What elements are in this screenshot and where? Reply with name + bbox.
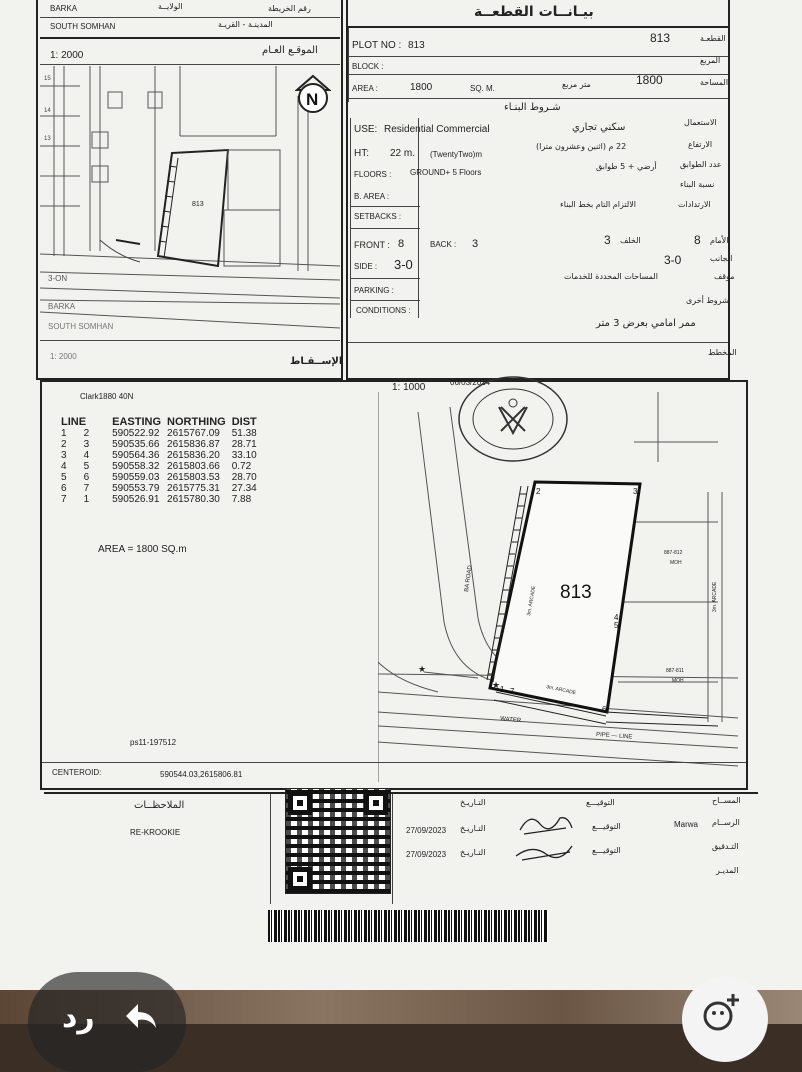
back-button[interactable] [28,972,186,1072]
block-ar-label: المربع [700,56,721,65]
side-ar-label: الجانب [710,254,733,263]
date-label-1: التـاريـخ [460,824,486,833]
signature-label-2: التوقيـــع [592,846,621,855]
back-ar-label: الخلف [620,236,641,245]
date-header: التـاريـخ [460,798,486,807]
plot-no-label: PLOT NO : [352,40,402,51]
signature-1 [516,808,576,838]
date-2: 27/09/2023 [406,850,447,859]
height-ar-value: 22 م (اثنين وعشرون مترا) [536,142,627,151]
moh-num-1: 887-812 [664,550,683,556]
other-conditions-ar-label: شروط أخرى [686,296,729,305]
height-label: HT: [354,148,369,159]
front-value: 8 [398,238,405,250]
back-value: 3 [472,238,479,250]
area-label: AREA : [352,84,378,93]
table-row: 5 6 590559.03 2615803.53 28.70 [61,472,257,483]
height-words: (TwentyTwo)m [430,150,483,159]
north-arrow-icon [295,74,331,114]
area-total: AREA = 1800 SQ.m [98,544,187,555]
coordinates-table [58,416,260,505]
surveyor-label: المســاح [712,796,741,805]
general-location-label: الموقـع العـام [262,45,318,56]
col-line: LINE [61,416,87,428]
general-scale: 1: 2000 [50,50,84,61]
area-value: 1800 [410,82,433,93]
notes-value: RE-KROOKIE [130,828,181,837]
setbacks-label: SETBACKS : [354,212,402,221]
add-sticker-button[interactable] [682,976,768,1062]
block-label: BLOCK : [352,62,384,71]
parking-ar-label: موقف [714,272,735,281]
back-ar-value: 3 [604,233,611,247]
svg-text:14: 14 [44,108,51,114]
wilaya-label: الولايــة [158,2,183,11]
setbacks-ar-value: الالتزام التام بخط البناء [560,200,636,209]
col-easting: EASTING [112,416,162,428]
director-label: المديـر [716,866,739,875]
floors-label: FLOORS : [354,170,392,179]
side-label: SIDE : [354,262,378,271]
reply-arrow-icon [124,1002,158,1030]
side-ar-value: 3-0 [664,253,682,267]
col-dist: DIST [231,416,257,428]
pipeline-label: PIPE — LINE [595,732,633,741]
road-label-3: SOUTH SOMHAN [48,322,114,331]
draftsman-label: الرســام [712,818,740,827]
parking-ar-value: المساحات المحددة للخدمات [564,272,658,281]
corner-7: 7 [510,687,515,696]
floors-value: GROUND+ 5 Floors [410,168,482,177]
table-row: 4 5 590558.32 2615803.66 0.72 [61,461,252,472]
wilaya-value: BARKA [50,4,78,13]
add-sticker-icon [702,992,742,1032]
plot-data-title: بيـانــات القطعــة [474,4,594,20]
table-row: 7 1 590526.91 2615780.30 7.88 [61,494,252,505]
setbacks-ar-label: الارتدادات [678,200,711,209]
water-label: WATER [499,716,522,725]
arcade-label-bottom: 3m. ARCADE [545,684,577,697]
height-ar-label: الارتفاع [688,140,713,149]
table-row: 2 3 590535.66 2615836.87 28.71 [61,439,257,450]
road-label: BA ROAD [464,565,474,593]
table-row: 1 2 590522.92 2615767.09 51.38 [61,428,257,439]
corner-5: 5 [614,621,619,630]
use-ar-value: سكني تجاري [572,122,626,133]
use-label: USE: [354,124,378,135]
col-northing: NORTHING [167,416,226,428]
detail-plot-number: 813 [560,582,592,603]
projection-system: Clark1880 40N [80,392,134,401]
height-value: 22 m. [390,148,416,159]
road-label-2: BARKA [48,302,76,311]
parking-label: PARKING : [354,286,394,295]
centeroid-label: CENTEROID: [52,768,102,777]
detail-scale: 1: 1000 [392,382,426,393]
moh-label-2: MOH [672,678,684,684]
front-label: FRONT : [354,240,390,250]
area-ar-value: 1800 [636,73,663,87]
barcode [268,910,548,942]
draftsman-name: Marwa [674,820,699,829]
signature-label-1: التوقيـــع [592,822,621,831]
side-value: 3-0 [394,257,413,272]
plot-no-ar-value: 813 [650,31,671,45]
city-label: المدينـة - القريـة [218,20,273,29]
floors-ar-value: أرضي + 5 طوابق [596,162,657,171]
corner-6: 6 [602,705,607,714]
centeroid-value: 590544.03,2615806.81 [160,770,243,779]
date-1: 27/09/2023 [406,826,447,835]
barea-ar-label: نسبة البناء [680,180,715,189]
corner-2: 2 [536,487,541,496]
other-conditions-ar-value: ممر امامي بعرض 3 متر [596,318,696,329]
svg-text:15: 15 [44,76,51,82]
general-plot-number: 813 [192,201,204,208]
plot-no-value: 813 [408,40,425,51]
moh-num-2: 887-811 [666,668,684,674]
svg-text:★: ★ [418,664,427,674]
plot-no-ar-label: القطعـة [700,34,726,43]
barea-label: B. AREA : [354,192,390,201]
corner-3: 3 [633,487,638,496]
floors-ar-label: عدد الطوابق [680,160,722,169]
corner-4: 4 [614,613,619,622]
auditor-label: التـدقيق [712,842,739,851]
road-label-1: 3-ON [48,274,68,283]
plan-ar-label: المخطط [708,348,737,357]
signature-header: التوقيـــع [586,798,615,807]
projection-label: الإســقـاط [290,356,343,367]
ps-reference: ps11-197512 [130,738,177,747]
back-button-label: رد [62,1000,95,1035]
front-ar-label: الأمام [710,236,729,245]
area-ar-label: المساحة [700,78,729,87]
corner-1: 1 [500,685,505,694]
stamp-date: 06/03/2024 [450,378,491,387]
ministry-stamp [455,373,571,463]
use-value: Residential Commercial [384,124,490,135]
signature-2 [512,840,576,864]
date-label-2: التـاريـخ [460,848,486,857]
svg-text:★: ★ [492,680,501,690]
general-scale-repeat: 1: 2000 [50,352,77,361]
building-conditions-title: شـروط البنـاء [504,102,561,113]
arcade-label-left: 3m. ARCADE [526,585,538,617]
city-value: SOUTH SOMHAN [50,22,116,31]
conditions-label: CONDITIONS : [356,306,411,315]
notes-label: الملاحظــات [134,800,185,811]
table-row: 6 7 590553.79 2615775.31 27.34 [61,483,257,494]
back-label: BACK : [430,240,457,249]
front-ar-value: 8 [694,233,701,247]
map-no-label: رقم الخريطة [268,4,311,13]
area-unit-ar: متر مربع [562,80,591,89]
area-unit: SQ. M. [470,84,495,93]
table-row: 3 4 590564.36 2615836.20 33.10 [61,450,257,461]
arcade-label-right: 3m. ARCADE [712,581,718,612]
moh-label-1: MOH [670,560,682,566]
svg-text:N: N [306,90,319,109]
svg-text:13: 13 [44,136,51,142]
use-ar-label: الاستعمال [684,118,717,127]
qr-code [285,788,391,894]
